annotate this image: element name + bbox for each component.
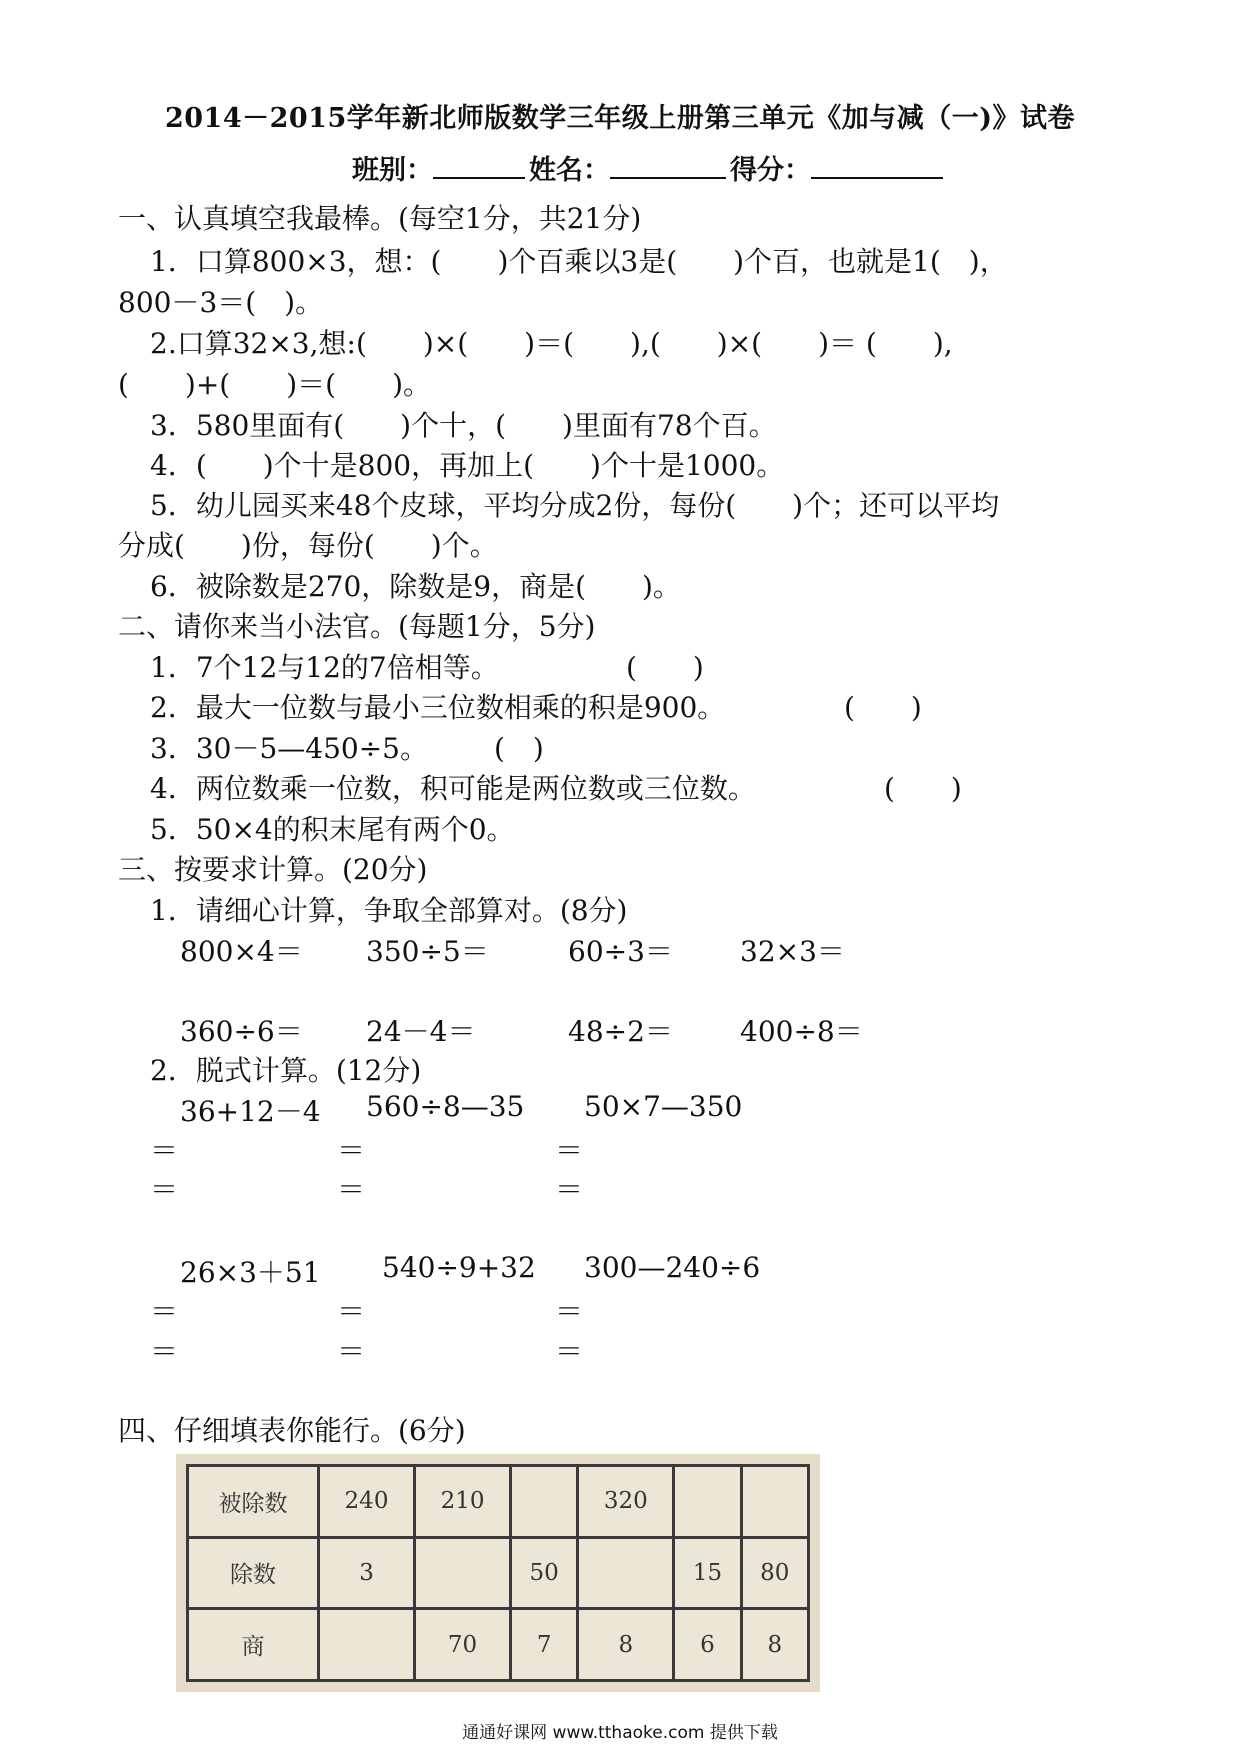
step-calc-expression: 50×7—350 xyxy=(584,1090,743,1123)
equals-sign: ＝ xyxy=(555,1134,584,1167)
step-calc-expression: 560÷8—35 xyxy=(366,1090,525,1123)
table-row-label: 商 xyxy=(188,1609,319,1681)
exam-title: 2014－2015学年新北师版数学三年级上册第三单元《加与减（一)》试卷 xyxy=(164,103,1076,134)
fill-q1-line1: 1．口算800×3，想：( )个百乘以3是( )个百，也就是1( )， xyxy=(150,245,1008,278)
table-cell: 70 xyxy=(415,1609,511,1681)
table-row-dividend xyxy=(188,1466,809,1538)
table-row-label: 除数 xyxy=(188,1537,319,1609)
oral-calc-item: 400÷8＝ xyxy=(740,1015,863,1048)
judge-q3: 3．30－5—450÷5。 xyxy=(150,732,428,765)
oral-calc-item: 360÷6＝ xyxy=(180,1015,303,1048)
judge-q2-paren[interactable]: ( ) xyxy=(844,691,922,724)
table-cell: 8 xyxy=(741,1609,808,1681)
fill-q4: 4．( )个十是800，再加上( )个十是1000。 xyxy=(150,449,785,482)
step-calc-expression: 26×3＋51 xyxy=(180,1256,321,1289)
table-row-quotient xyxy=(188,1609,809,1681)
table-cell: 210 xyxy=(415,1466,511,1538)
table-cell: 80 xyxy=(741,1537,808,1609)
name-label: 姓名： xyxy=(529,155,610,186)
table-cell[interactable] xyxy=(674,1466,741,1538)
table-cell: 6 xyxy=(674,1609,741,1681)
class-label: 班别： xyxy=(352,155,433,186)
calc-part1-heading: 1．请细心计算，争取全部算对。(8分) xyxy=(150,894,628,927)
table-cell: 320 xyxy=(578,1466,674,1538)
oral-calc-item: 350÷5＝ xyxy=(366,935,489,968)
judge-q5: 5．50×4的积末尾有两个0。 xyxy=(150,813,515,846)
fill-q6: 6．被除数是270，除数是9，商是( )。 xyxy=(150,570,681,603)
equals-sign: ＝ xyxy=(555,1335,584,1368)
section-1-heading: 一、认真填空我最棒。(每空1分，共21分) xyxy=(118,202,642,235)
table-cell[interactable] xyxy=(511,1466,578,1538)
step-calc-expression: 36+12－4 xyxy=(180,1095,321,1128)
table-cell[interactable] xyxy=(578,1537,674,1609)
oral-calc-item: 800×4＝ xyxy=(180,935,303,968)
table-cell: 3 xyxy=(319,1537,415,1609)
score-label: 得分： xyxy=(730,155,811,186)
student-info-line xyxy=(352,148,947,187)
fill-q3: 3．580里面有( )个十，( )里面有78个百。 xyxy=(150,409,777,442)
judge-q1-paren[interactable]: ( ) xyxy=(626,651,704,684)
section-3-heading: 三、按要求计算。(20分) xyxy=(118,853,428,886)
section-4-heading: 四、仔细填表你能行。(6分) xyxy=(118,1414,466,1447)
equals-sign: ＝ xyxy=(337,1335,366,1368)
fill-q2-line2: ( )+( )＝( )。 xyxy=(118,368,432,401)
equals-sign: ＝ xyxy=(337,1173,366,1206)
class-blank[interactable] xyxy=(433,149,525,179)
equals-sign: ＝ xyxy=(337,1295,366,1328)
step-calc-expression: 300—240÷6 xyxy=(584,1251,761,1284)
oral-calc-item: 32×3＝ xyxy=(740,935,845,968)
table-cell[interactable] xyxy=(319,1609,415,1681)
fill-q1-line2: 800－3＝( )。 xyxy=(118,286,324,319)
section-2-heading: 二、请你来当小法官。(每题1分，5分) xyxy=(118,610,596,643)
judge-q4: 4．两位数乘一位数，积可能是两位数或三位数。 xyxy=(150,772,756,805)
oral-calc-item: 48÷2＝ xyxy=(568,1015,673,1048)
table-cell: 240 xyxy=(319,1466,415,1538)
table-cell: 50 xyxy=(511,1537,578,1609)
equals-sign: ＝ xyxy=(150,1335,179,1368)
judge-q2: 2．最大一位数与最小三位数相乘的积是900。 xyxy=(150,691,726,724)
table-cell: 7 xyxy=(511,1609,578,1681)
table-cell: 8 xyxy=(578,1609,674,1681)
step-calc-expression: 540÷9+32 xyxy=(382,1251,536,1284)
fill-q2-line1: 2.口算32×3,想:( )×( )＝( ),( )×( )＝ ( ), xyxy=(150,327,953,360)
table-cell: 15 xyxy=(674,1537,741,1609)
fill-q5-line2: 分成( )份，每份( )个。 xyxy=(118,529,498,562)
equals-sign: ＝ xyxy=(150,1134,179,1167)
table-cell[interactable] xyxy=(415,1537,511,1609)
table-row-label: 被除数 xyxy=(188,1466,319,1538)
footer-source: 通通好课网 www.tthaoke.com 提供下载 xyxy=(462,1723,778,1743)
equals-sign: ＝ xyxy=(337,1134,366,1167)
calc-part2-heading: 2．脱式计算。(12分) xyxy=(150,1054,422,1087)
equals-sign: ＝ xyxy=(555,1173,584,1206)
judge-q3-paren[interactable]: ( ) xyxy=(494,732,544,765)
table-cell[interactable] xyxy=(741,1466,808,1538)
judge-q1: 1．7个12与12的7倍相等。 xyxy=(150,651,499,684)
table-row-divisor xyxy=(188,1537,809,1609)
name-blank[interactable] xyxy=(610,149,726,179)
division-table xyxy=(186,1464,810,1682)
judge-q4-paren[interactable]: ( ) xyxy=(884,772,962,805)
equals-sign: ＝ xyxy=(150,1295,179,1328)
equals-sign: ＝ xyxy=(150,1173,179,1206)
oral-calc-item: 24－4＝ xyxy=(366,1015,476,1048)
equals-sign: ＝ xyxy=(555,1295,584,1328)
fill-q5-line1: 5．幼儿园买来48个皮球，平均分成2份，每份( )个；还可以平均 xyxy=(150,489,1000,522)
oral-calc-item: 60÷3＝ xyxy=(568,935,673,968)
score-blank[interactable] xyxy=(811,149,943,179)
